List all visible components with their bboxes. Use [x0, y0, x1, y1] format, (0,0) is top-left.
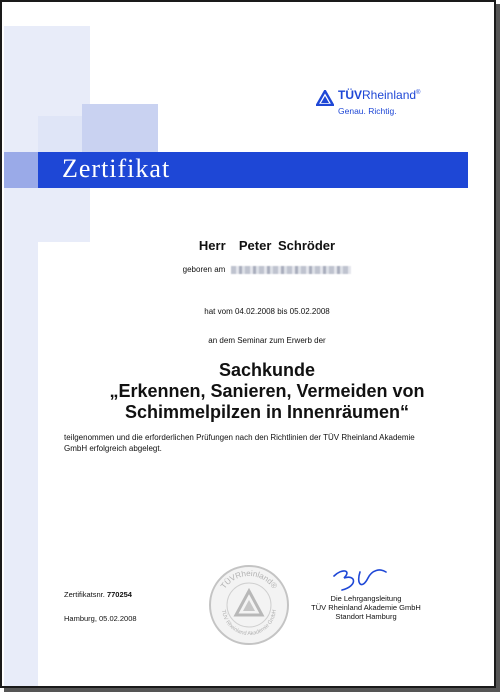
- seal-top-text: TÜVRheinland®: [218, 568, 280, 591]
- tuv-logo: [316, 88, 476, 124]
- registered-mark: ®: [416, 90, 421, 96]
- signer-line-3: Standort Hamburg: [335, 612, 397, 621]
- logo-tagline: Genau. Richtig.: [338, 106, 397, 116]
- certificate-title: Zertifikat: [62, 154, 171, 183]
- embossed-seal-icon: [208, 564, 290, 646]
- birth-line: [52, 265, 482, 274]
- page-shadow-right: [496, 4, 500, 692]
- decor-block-upper: [38, 26, 90, 116]
- title-bar-accent: [4, 152, 38, 188]
- page-shadow-bottom: [4, 688, 500, 692]
- seminar-intro: an dem Seminar zum Erwerb der: [208, 336, 326, 345]
- born-label: geboren am: [182, 265, 226, 274]
- certificate-number-label: Zertifikatsnr.: [64, 590, 105, 599]
- signer-block: [298, 594, 434, 621]
- redacted-birth-info: [231, 266, 351, 274]
- place-date: Hamburg, 05.02.2008: [64, 614, 137, 623]
- seminar-period: hat vom 04.02.2008 bis 05.02.2008: [204, 307, 330, 316]
- triangle-logo-icon: [316, 90, 334, 106]
- decor-band-left: [4, 26, 38, 686]
- logo-brand: [338, 88, 420, 102]
- body-text: teilgenommen und die erforderlichen Prüfungen nach den Richtlinien der TÜV Rheinland Akademie GmbH erfolgreich abgelegt.: [64, 433, 415, 453]
- decor-block-below: [38, 188, 90, 242]
- qualification-line-3: Schimmelpilzen in Innenräumen“: [124, 402, 410, 422]
- certificate-number: 770254: [106, 590, 132, 599]
- signature-icon: [330, 566, 390, 594]
- signer-line-2: TÜV Rheinland Akademie GmbH: [311, 603, 421, 612]
- decor-block-mid-dark: [82, 104, 158, 152]
- logo-brand-bold: TÜV: [338, 88, 362, 102]
- signer-line-1: Die Lehrgangsleitung: [330, 594, 402, 603]
- logo-brand-rest: Rheinland: [362, 88, 417, 102]
- qualification-heading: [52, 360, 482, 423]
- qualification-line-2: „Erkennen, Sanieren, Vermeiden von: [109, 381, 425, 401]
- seal-bottom-text: TÜV Rheinland Akademie GmbH: [220, 609, 278, 638]
- certificate-number-line: [64, 590, 132, 599]
- recipient-name: Herr Peter Schröder: [198, 238, 336, 253]
- qualification-line-1: Sachkunde: [218, 360, 316, 380]
